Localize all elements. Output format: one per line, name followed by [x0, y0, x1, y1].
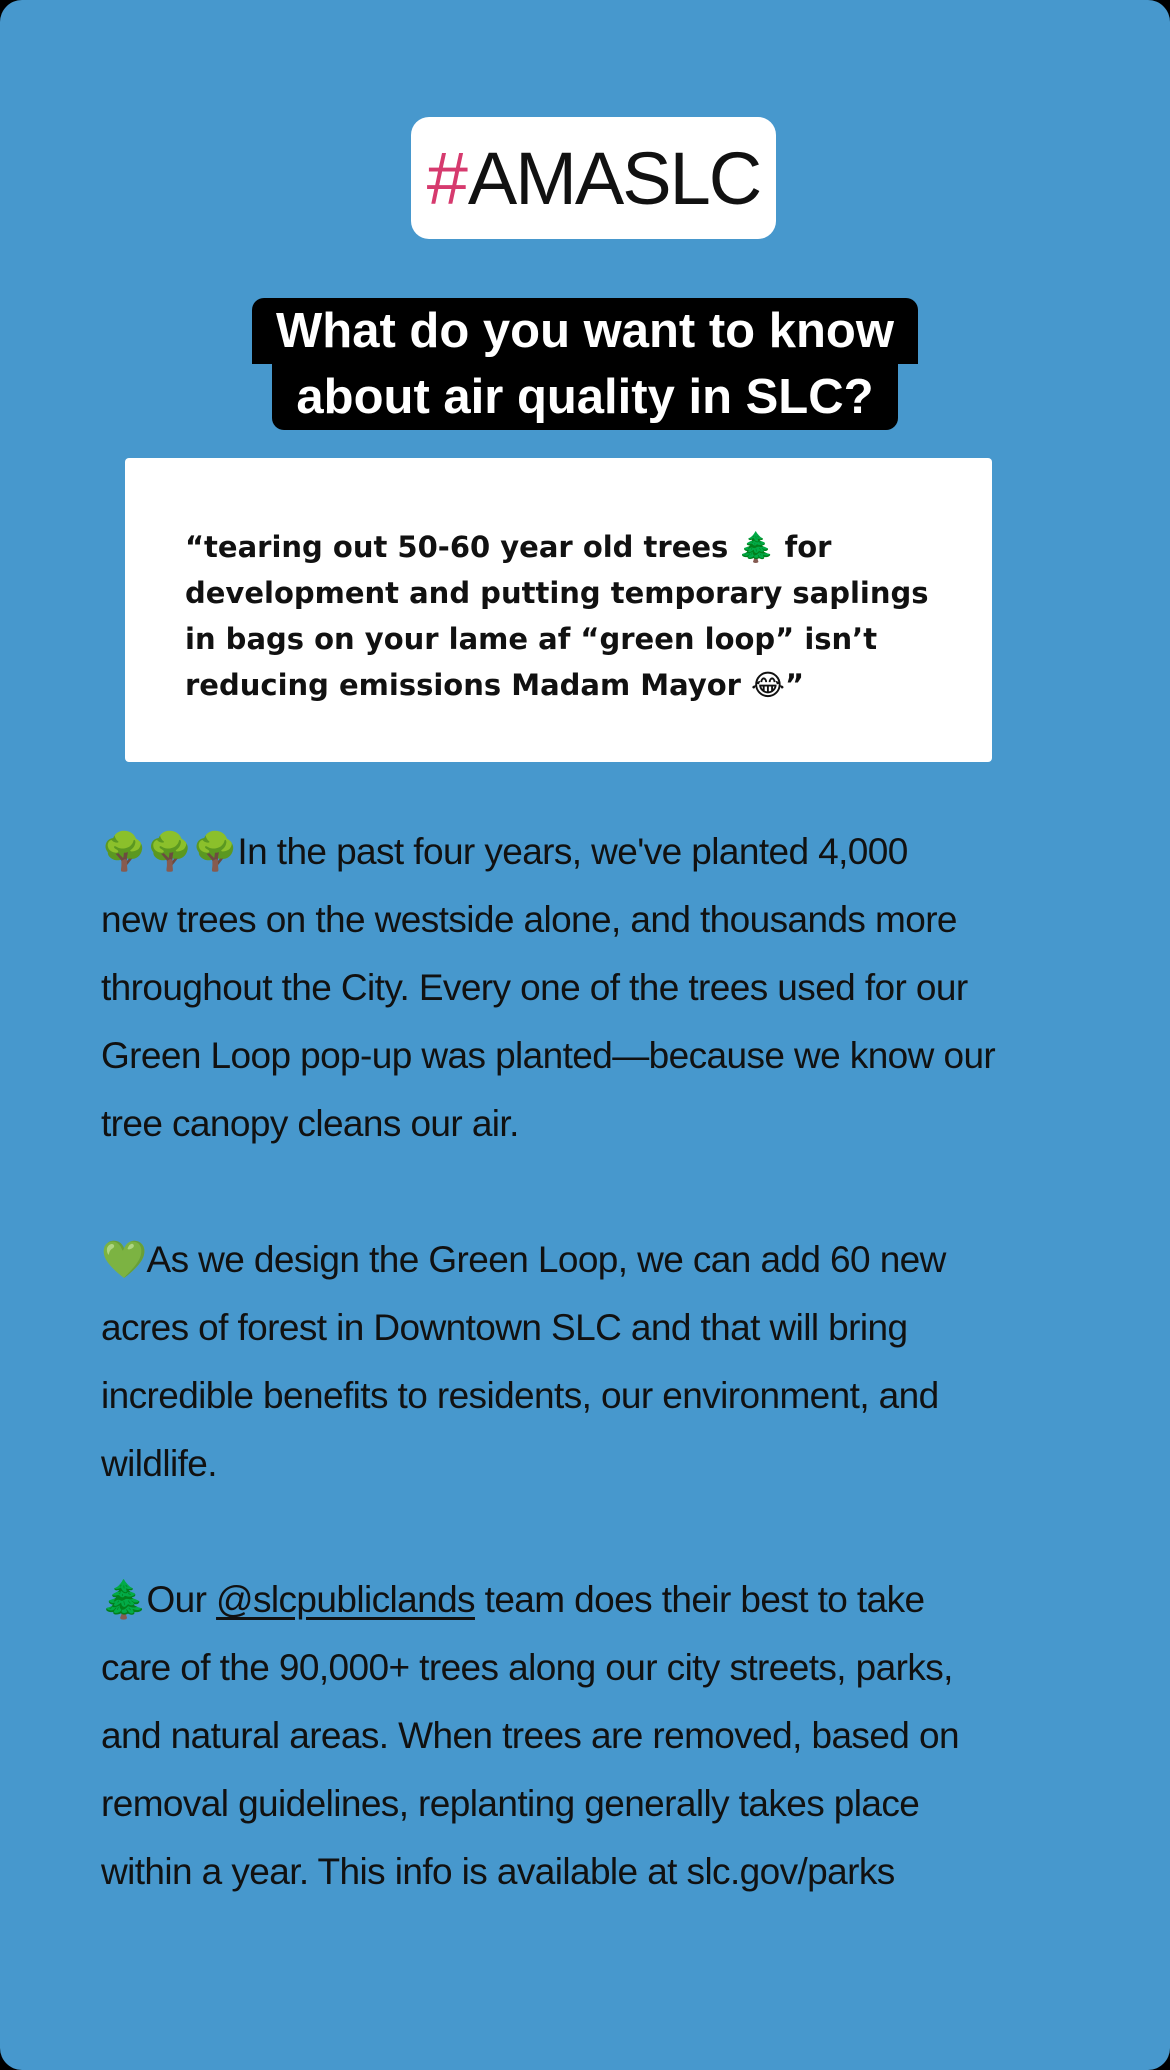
hashtag-symbol: #	[426, 136, 466, 220]
hashtag-text: AMASLC	[467, 136, 761, 220]
hashtag-sticker[interactable]	[411, 117, 776, 239]
reply-paragraph-2-text: As we design the Green Loop, we can add 60 new acres of forest in Downtown SLC and that will bring incredible benefits to residents, our environment, and wildlife.	[101, 1239, 946, 1484]
reply-paragraph-3-prefix: Our	[146, 1579, 217, 1620]
question-response-card	[125, 458, 992, 762]
reply-paragraph-green-loop	[101, 1226, 1111, 1498]
reply-paragraph-public-lands	[101, 1566, 1111, 1906]
question-sticker-title	[0, 298, 1170, 430]
reply-paragraph-3-text: team does their best to take care of the 90,000+ trees along our city streets, parks, and natural areas. When trees are removed, based on removal guidelines, replanting generally takes place within a year. This info is available at slc.gov/parks	[101, 1579, 959, 1892]
green-heart-emoji-icon: 💚	[101, 1238, 147, 1281]
reply-paragraph-1-text: In the past four years, we've planted 4,000 new trees on the westside alone, and thousands more throughout the City. Every one of the trees used for our Green Loop pop-up was planted—because we know our tree canopy cleans our air.	[101, 831, 996, 1144]
question-line-2: about air quality in SLC?	[272, 364, 897, 430]
evergreen-tree-emoji-icon: 🌲	[101, 1578, 147, 1621]
mention-slcpubliclands[interactable]: @slcpubliclands	[216, 1579, 475, 1620]
reply-paragraph-trees	[101, 818, 1111, 1158]
reply-text-block	[101, 818, 1111, 1906]
question-line-1: What do you want to know	[252, 298, 918, 364]
response-text: “tearing out 50-60 year old trees 🌲 for development and putting temporary saplings in bags on your lame af “green loop” isn’t reducing emissions Madam Mayor 😂”	[185, 530, 929, 702]
deciduous-tree-emoji-icon: 🌳🌳🌳	[101, 830, 238, 873]
